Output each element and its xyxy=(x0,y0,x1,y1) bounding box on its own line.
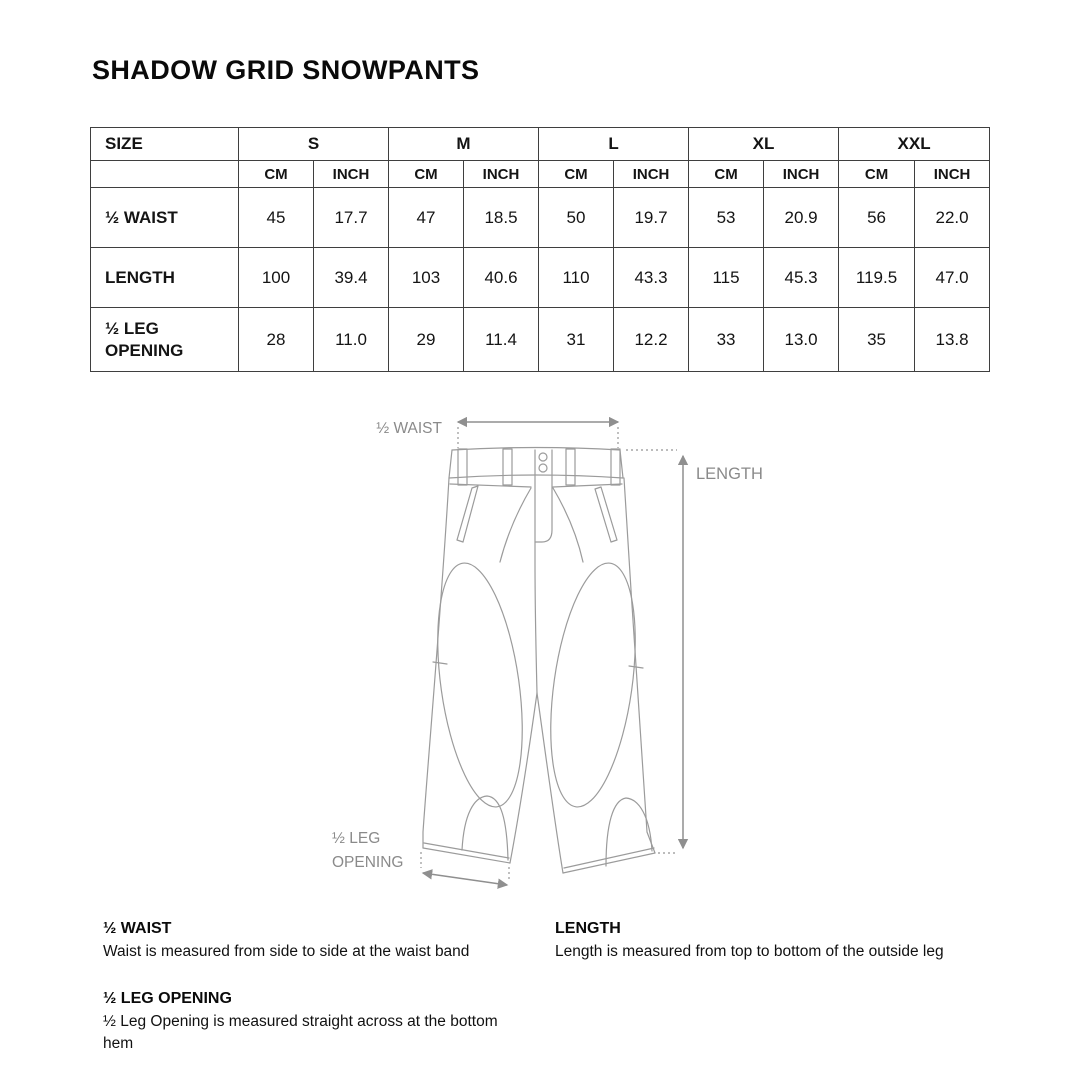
table-header-row xyxy=(91,128,990,161)
table-units-row xyxy=(91,161,990,188)
size-chart-table xyxy=(90,127,990,372)
table-cell: 19.7 xyxy=(614,188,689,248)
table-row-half-leg-opening xyxy=(91,308,990,372)
row-label-half-leg-opening: ½ LEG OPENING xyxy=(105,318,184,360)
unit-cm: CM xyxy=(839,161,915,188)
table-cell: 47 xyxy=(389,188,464,248)
table-cell: 115 xyxy=(689,248,764,308)
table-cell: 43.3 xyxy=(614,248,689,308)
unit-inch: INCH xyxy=(314,161,389,188)
table-cell: 11.4 xyxy=(464,308,539,372)
size-col-m: M xyxy=(389,128,539,161)
table-cell: 35 xyxy=(839,308,915,372)
unit-cm: CM xyxy=(689,161,764,188)
length-measure xyxy=(626,450,763,853)
unit-inch: INCH xyxy=(464,161,539,188)
table-cell: 22.0 xyxy=(915,188,990,248)
row-label-length: LENGTH xyxy=(105,267,175,287)
table-cell: 29 xyxy=(389,308,464,372)
length-diagram-label: LENGTH xyxy=(696,465,763,483)
unit-cm: CM xyxy=(389,161,464,188)
table-cell: 56 xyxy=(839,188,915,248)
note-heading-half-leg-opening: ½ LEG OPENING xyxy=(103,990,232,1007)
table-cell: 11.0 xyxy=(314,308,389,372)
notes-right-column xyxy=(555,918,975,963)
size-header-label: SIZE xyxy=(91,128,239,161)
table-cell: 110 xyxy=(539,248,614,308)
button-icon xyxy=(539,464,547,472)
notes-left-column xyxy=(103,918,523,1055)
table-corner-cell xyxy=(91,161,239,188)
half-leg-opening-diagram-label-line1: ½ LEG xyxy=(332,830,381,847)
note-half-leg-opening xyxy=(103,988,523,1055)
table-row-half-waist xyxy=(91,188,990,248)
note-heading-half-waist: ½ WAIST xyxy=(103,920,172,937)
pants-measurement-diagram xyxy=(300,400,800,905)
table-cell: 17.7 xyxy=(314,188,389,248)
table-cell: 53 xyxy=(689,188,764,248)
table-cell: 12.2 xyxy=(614,308,689,372)
table-cell: 39.4 xyxy=(314,248,389,308)
half-leg-opening-arrow xyxy=(423,873,507,885)
half-waist-diagram-label: ½ WAIST xyxy=(376,420,442,437)
table-cell: 45 xyxy=(239,188,314,248)
table-cell: 40.6 xyxy=(464,248,539,308)
table-row-length xyxy=(91,248,990,308)
note-half-waist xyxy=(103,918,523,963)
table-cell: 18.5 xyxy=(464,188,539,248)
note-body-half-waist: Waist is measured from side to side at the waist band xyxy=(103,943,470,960)
size-col-l: L xyxy=(539,128,689,161)
half-leg-opening-measure xyxy=(332,830,509,885)
unit-inch: INCH xyxy=(915,161,990,188)
page-title: SHADOW GRID SNOWPANTS xyxy=(92,55,480,85)
button-icon xyxy=(539,453,547,461)
table-cell: 33 xyxy=(689,308,764,372)
note-heading-length: LENGTH xyxy=(555,920,621,937)
table-cell: 31 xyxy=(539,308,614,372)
table-cell: 28 xyxy=(239,308,314,372)
table-cell: 50 xyxy=(539,188,614,248)
table-cell: 47.0 xyxy=(915,248,990,308)
unit-inch: INCH xyxy=(614,161,689,188)
unit-cm: CM xyxy=(539,161,614,188)
size-col-xl: XL xyxy=(689,128,839,161)
size-col-s: S xyxy=(239,128,389,161)
note-body-half-leg-opening: ½ Leg Opening is measured straight across at the bottom hem xyxy=(103,1013,498,1052)
table-cell: 119.5 xyxy=(839,248,915,308)
table-cell: 13.8 xyxy=(915,308,990,372)
unit-inch: INCH xyxy=(764,161,839,188)
size-col-xxl: XXL xyxy=(839,128,990,161)
half-leg-opening-diagram-label-line2: OPENING xyxy=(332,854,404,871)
row-label-half-waist: ½ WAIST xyxy=(105,207,178,227)
table-cell: 100 xyxy=(239,248,314,308)
note-length xyxy=(555,918,975,963)
table-cell: 45.3 xyxy=(764,248,839,308)
half-waist-measure xyxy=(376,420,618,448)
table-cell: 13.0 xyxy=(764,308,839,372)
unit-cm: CM xyxy=(239,161,314,188)
note-body-length: Length is measured from top to bottom of the outside leg xyxy=(555,943,944,960)
pants-outline-drawing xyxy=(423,448,655,874)
table-cell: 103 xyxy=(389,248,464,308)
table-cell: 20.9 xyxy=(764,188,839,248)
